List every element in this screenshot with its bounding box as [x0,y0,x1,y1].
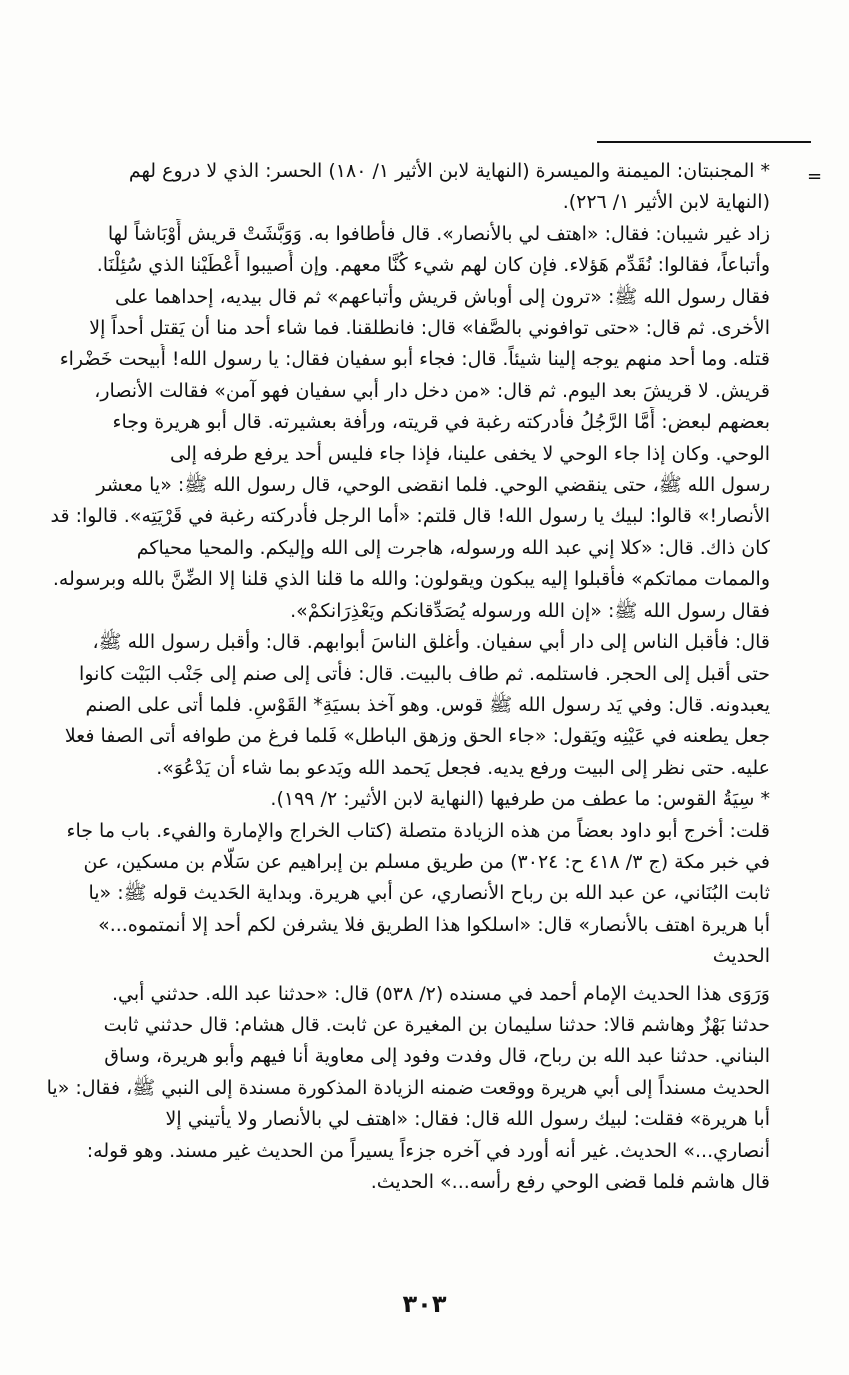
text-line: فقال رسول الله ﷺ: «ترون إلى أوباش قريش وأتباعهم» ثم قال بيديه، إحداهما على [114,285,770,308]
footnote-line: * المجنبتان: الميمنة والميسرة (النهاية لابن الأثير ١/ ١٨٠) الحسر: الذي لا دروع لهم [128,160,770,182]
text-line: يعبدونه. قال: وفي يَد رسول الله ﷺ قوس. وهو آخذ بسيَةِ* القَوْسِ. فلما أتى على الصنم [85,693,770,716]
text-line: حدثنا بَهْزٌ وهاشم قالا: حدثنا سليمان بن المغيرة عن ثابت. قال هشام: قال حدثني ثابت [103,1013,770,1036]
text-line: والممات مماتكم» فأقبلوا إليه يبكون ويقولون: والله ما قلنا الذي قلنا إلا الضِّنَّ بالله وبرسوله. [52,568,770,591]
text-line: قال: فأقبل الناس إلى دار أبي سفيان. وأغلق الناسَ أبوابهم. قال: وأقبل رسول الله ﷺ، [92,631,770,654]
footnote-line: (النهاية لابن الأثير ١/ ٢٢٦). [562,191,770,214]
text-line: كان ذاك. قال: «كلا إني عبد الله ورسوله، هاجرت إلى الله وإليكم. والمحيا محياكم [136,536,770,559]
text-line: الحديث مسنداً إلى أبي هريرة ووقعت ضمنه الزيادة المذكورة مسندة إلى النبي ﷺ، فقال: «يا [46,1076,770,1099]
text-line: قريش. لا قريشَ بعد اليوم. ثم قال: «من دخل دار أبي سفيان فهو آمن» فقالت الأنصار، [94,379,770,402]
page-text-block [38,156,770,1198]
text-line: زاد غير شيبان: فقال: «اهتف لي بالأنصار». قال فأطافوا به. وَوَبَّشَتْ قريش أَوْبَاشاً لها [107,222,770,245]
text-line: أبا هريرة اهتف بالأنصار» قال: «اسلكوا هذا الطريق فلا يشرفن لكم أحد إلا أنمتموه...» [98,913,770,936]
continuation-mark: = [807,166,823,187]
text-line: الوحي. وكان إذا جاء الوحي لا يخفى علينا، فإذا جاء فليس أحد يرفع طرفه إلى [170,442,770,465]
text-line: عليه. حتى نظر إلى البيت ورفع يديه. فجعل يَحمد الله ويَدعو بما شاء أن يَدْعُوَ». [156,756,770,779]
footnote-line: * سِيَةُ القوس: ما عطف من طرفيها (النهاية لابن الأثير: ٢/ ١٩٩). [270,788,770,811]
text-line: وَرَوَى هذا الحديث الإمام أحمد في مسنده (٢/ ٥٣٨) قال: «حدثنا عبد الله. حدثني أبي. [112,982,770,1005]
text-line: البناني. حدثنا عبد الله بن رباح، قال وفدت وفود إلى معاوية أنا فيهم وأبو هريرة، وساق [104,1045,770,1068]
text-line: أبا هريرة» فقلت: لبيك رسول الله قال: فقال: «اهتف لي بالأنصار ولا يأتيني إلا [165,1108,770,1131]
text-line: قتله. وما أحد منهم يوجه إلينا شيئاً. قال: فجاء أبو سفيان فقال: يا رسول الله! أُبيحت خَضْراء [59,348,770,371]
text-line: بعضهم لبعض: أَمَّا الرَّجُلُ فأدركته رغبة في قريته، ورأفة بعشيرته. قال أبو هريرة وجاء [112,411,770,434]
text-line: الأخرى. ثم قال: «حتى توافوني بالصَّفا» قال: فانطلقنا. فما شاء أحد منا أن يَقتل أحداً إلا [89,317,770,340]
text-line: الحديث [712,945,770,968]
text-line: ثابت البُنَاني، عن عبد الله بن رباح الأنصاري، عن أبي هريرة. وبداية الحَديث قوله ﷺ: «يا [88,882,770,905]
page-number: ٣٠٣ [402,1290,447,1318]
text-line: أنصاري...» الحديث. غير أنه أورد في آخره جزءاً يسيراً من الحديث غير مسند. وهو قوله: [86,1139,770,1162]
text-line: جعل يطعنه في عَيْنِه ويَقول: «جاء الحق وزهق الباطل» فَلما فرغ من طوافه أتى الصفا فعلا [64,725,770,748]
text-line: الأنصار!» قالوا: لبيك يا رسول الله! قال قلتم: «أما الرجل فأدركته رغبة في قَرْيَتِه». قالوا: قد [50,505,770,528]
text-line: قلت: أخرج أبو داود بعضاً من هذه الزيادة متصلة (كتاب الخراج والإمارة والفيء. باب ما جاء [66,819,770,842]
text-line: وأتباعاً، فقالوا: نُقَدِّم هَؤلاء. فإن كان لهم شيء كُنَّا معهم. وإن أُصيبوا أَعْطَيْنا الذي سُئِلْنَا. [96,254,770,277]
text-line: رسول الله ﷺ، حتى ينقضي الوحي. فلما انقضى الوحي، قال رسول الله ﷺ: «يا معشر [96,474,770,497]
text-line: حتى أقبل إلى الحجر. فاستلمه. ثم طاف بالبيت. قال: فأتى إلى صنم إلى جَنْب البَيْت كانوا [79,662,770,685]
text-line: قال هاشم فلما قضى الوحي رفع رأسه...» الحديث. [370,1171,770,1193]
text-line: فقال رسول الله ﷺ: «إن الله ورسوله يُصَدِّقانكم ويَعْذِرَانكمْ». [290,599,770,622]
text-line: في خبر مكة (ج ٣/ ٤١٨ ح: ٣٠٢٤) من طريق مسلم بن إبراهيم عن سَلَّام بن مسكين، عن [83,850,770,873]
footnote-separator-rule [597,141,811,143]
